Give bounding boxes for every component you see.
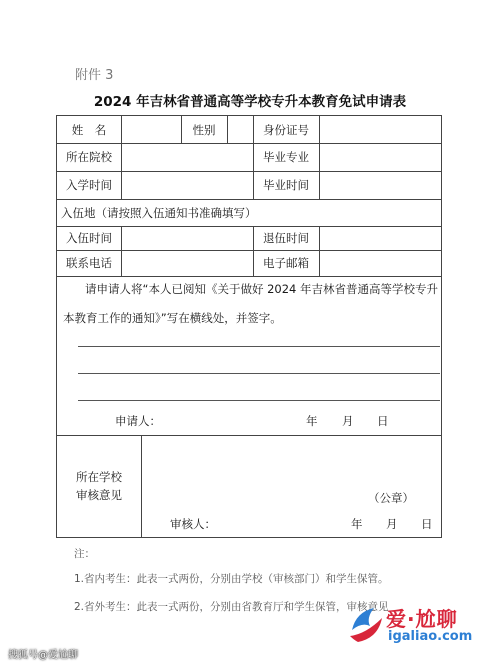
source-watermark: 搜狐号@爱尬聊 [8,650,78,661]
major-field[interactable] [319,143,441,171]
enrollment-time-label: 入学时间 [66,178,112,192]
enrollment-time-field[interactable] [121,171,253,199]
graduation-time-label: 毕业时间 [263,178,309,192]
note-item-2: 2.省外考生：此表一式两份，分别由省教育厅和学生保管，审核意见 [74,601,389,613]
notes-heading: 注： [74,548,95,560]
statement-line-2: 本教育工作的通知》”写在横线处，并签字。 [63,311,282,325]
review-day-label: 日 [421,517,433,531]
attachment-number: 附件 3 [75,68,114,83]
handwriting-line-3[interactable] [78,400,440,401]
handwriting-line-1[interactable] [78,346,440,347]
application-form-table [56,115,442,538]
applicant-signature-label: 申请人： [115,414,161,428]
brand-url-watermark: igaliao.com [388,629,473,644]
school-label: 所在院校 [66,150,112,164]
applicant-day-label: 日 [377,414,389,428]
email-label: 电子邮箱 [263,256,309,270]
school-review-label-line-1: 所在学校 [76,470,122,484]
handwriting-line-2[interactable] [78,373,440,374]
applicant-month-label: 月 [342,414,354,428]
name-field[interactable] [121,116,181,143]
applicant-year-label: 年 [306,414,318,428]
name-label: 姓 名 [71,122,107,137]
official-seal-label: （公章） [368,491,414,505]
school-review-label-line-2: 审核意见 [76,488,122,502]
gender-field[interactable] [227,116,253,143]
statement-line-1: 请申请人将“本人已阅知《关于做好 2024 年吉林省普通高等学校专升 [85,282,439,296]
id-number-label: 身份证号 [263,122,309,137]
enlistment-time-label: 入伍时间 [66,231,112,245]
reviewer-signature-label: 审核人： [170,517,216,531]
enlistment-place-label: 入伍地（请按照入伍通知书准确填写） [61,205,257,220]
graduation-time-field[interactable] [319,171,441,199]
enlistment-time-field[interactable] [121,226,253,250]
discharge-time-field[interactable] [319,226,441,250]
id-number-field[interactable] [319,116,441,143]
brand-watermark: 爱·尬聊 [386,607,458,631]
discharge-time-label: 退伍时间 [263,231,309,245]
email-field[interactable] [319,250,441,276]
phone-field[interactable] [121,250,253,276]
gender-label: 性别 [192,122,216,137]
major-label: 毕业专业 [263,150,309,164]
review-month-label: 月 [386,517,398,531]
form-title: 2024 年吉林省普通高等学校专升本教育免试申请表 [93,94,407,110]
note-item-1: 1.省内考生：此表一式两份，分别由学校（审核部门）和学生保管。 [74,573,389,585]
brand-logo-icon [348,604,388,646]
row-divider [57,276,441,277]
phone-label: 联系电话 [66,256,112,270]
school-field[interactable] [121,143,253,171]
review-year-label: 年 [351,517,363,531]
